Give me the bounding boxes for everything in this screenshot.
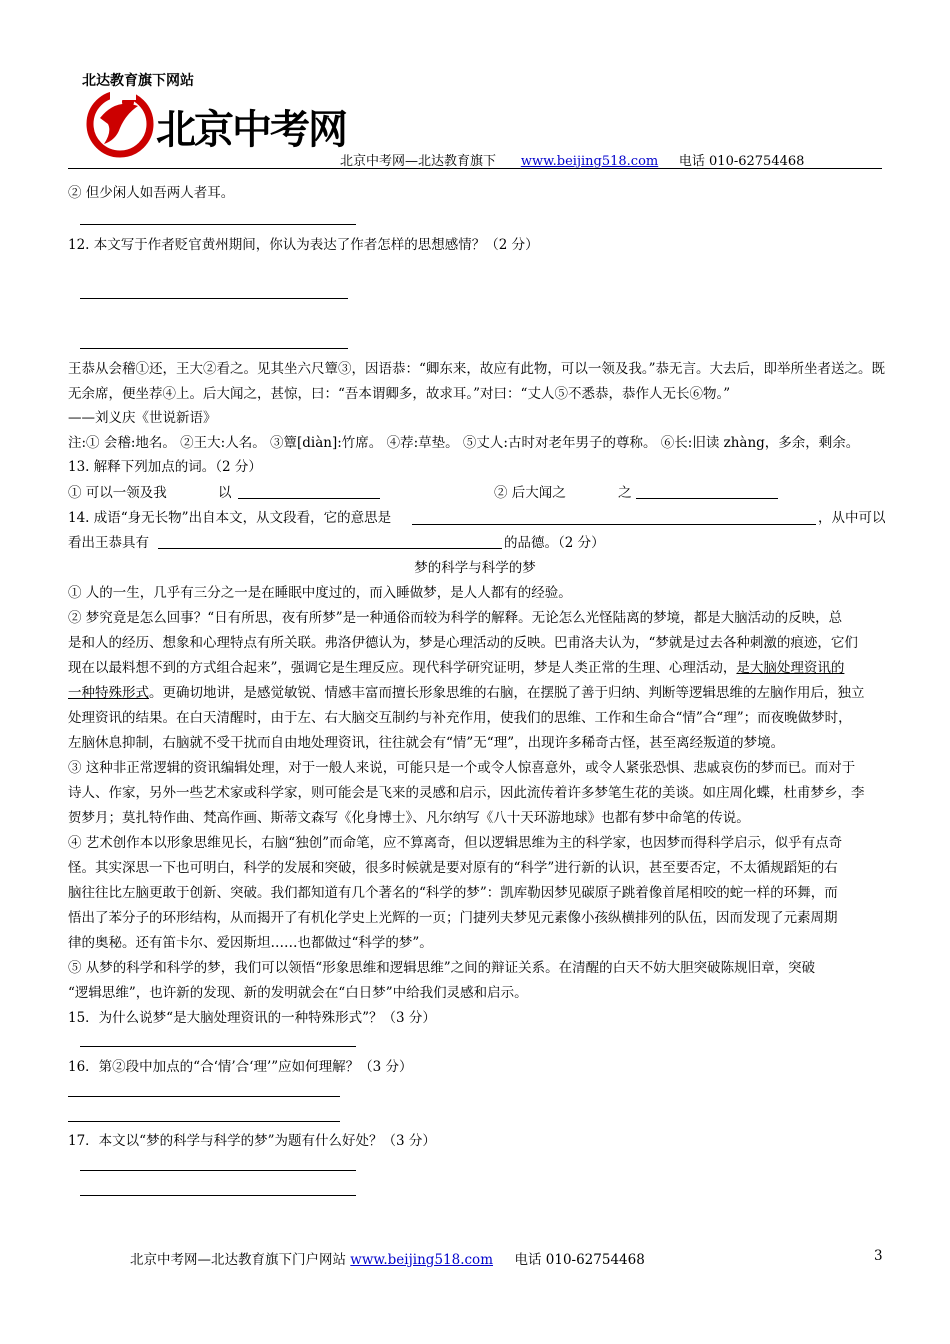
answer-blank[interactable] [412, 524, 816, 525]
answer-blank[interactable] [80, 298, 348, 299]
question-15: 15．为什么说梦“是大脑处理资讯的一种特殊形式”？（3 分） [68, 1010, 436, 1026]
underlined-phrase: 一种特殊形式 [68, 685, 149, 701]
header-site: 北京中考网—北达教育旗下 [340, 154, 497, 169]
paragraph-line: 怪。其实深思一下也可明白，科学的发展和突破，很多时候就是要对原有的“科学”进行新的认识，甚至要否定，不太循规蹈矩的右 [68, 860, 838, 876]
passage-line: 无余席，便坐荐④上。后大闻之，甚惊，曰：“吾本谓卿多，故求耳。”对曰：“丈人⑤不悉恭，恭作人无长⑥物。” [68, 386, 731, 402]
logo-emblem-icon [86, 88, 156, 158]
footer-url-link[interactable]: www.beijing518.com [350, 1252, 493, 1268]
paragraph-line: “逻辑思维”，也许新的发现、新的发明就会在“白日梦”中给我们灵感和启示。 [68, 985, 528, 1001]
paragraph-line [68, 684, 865, 702]
footer [130, 1248, 645, 1268]
question-13: 13. 解释下列加点的词。（2 分） [68, 459, 262, 475]
text-line: ② 但少闲人如吾两人者耳。 [68, 185, 235, 201]
answer-blank[interactable] [636, 498, 778, 499]
question-14a: 14. 成语“身无长物”出自本文，从文段看，它的意思是 [68, 510, 392, 526]
answer-blank[interactable] [80, 1195, 356, 1196]
paragraph-text: 。更确切地讲，是感觉敏锐、情感丰富而擅长形象思维的右脑，在摆脱了善于归纳、判断等逻辑思维的左脑作用后，独立 [149, 685, 865, 701]
paragraph-line: 贺梦月；莫扎特作曲、梵高作画、斯蒂文森写《化身博士》、凡尔纳写《八十天环游地球》也都有梦中命笔的传说。 [68, 810, 750, 826]
answer-blank[interactable] [158, 548, 502, 549]
q13-word-b: 之 [618, 485, 632, 501]
logo-wordmark: 北京中考网 [156, 107, 346, 153]
paragraph-line: ⑤ 从梦的科学和科学的梦，我们可以领悟“形象思维和逻辑思维”之间的辩证关系。在清醒的白天不妨大胆突破陈规旧章，突破 [68, 960, 816, 976]
answer-blank[interactable] [68, 1096, 340, 1097]
paragraph-line [68, 659, 844, 677]
logo-caption: 北达教育旗下网站 [82, 73, 194, 89]
paragraph-line: 是和人的经历、想象和心理特点有所关联。弗洛伊德认为，梦是心理活动的反映。巴甫洛夫认为，“梦就是过去各种刺激的痕迹，它们 [68, 635, 858, 651]
answer-blank[interactable] [80, 224, 356, 225]
passage-source: ——刘义庆《世说新语》 [68, 410, 217, 426]
paragraph-line: ② 梦究竟是怎么回事？“日有所思，夜有所梦”是一种通俗而较为科学的解释。无论怎么光怪陆离的梦境，都是大脑活动的反映，总 [68, 610, 843, 626]
article-title: 梦的科学与科学的梦 [414, 560, 536, 576]
paragraph-line: 左脑休息抑制，右脑就不受干扰而自由地处理资讯，往往就会有“情”无“理”，出现许多稀奇古怪，甚至离经叛道的梦境。 [68, 735, 785, 751]
question-12: 12. 本文写于作者贬官黄州期间，你认为表达了作者怎样的思想感情？（2 分） [68, 237, 539, 253]
answer-blank[interactable] [68, 1121, 340, 1122]
q13-item-a: ① 可以一领及我 [68, 485, 167, 501]
paragraph-line: 脑往往比左脑更敢于创新、突破。我们都知道有几个著名的“科学的梦”：凯库勒因梦见碳原子跳着像首尾相咬的蛇一样的环舞，而 [68, 885, 838, 901]
header-divider [68, 168, 882, 169]
footer-site: 北京中考网—北达教育旗下门户网站 [130, 1252, 346, 1268]
passage-notes: 注:① 会稽:地名。 ②王大:人名。 ③簟[diàn]:竹席。 ④荐:草垫。 ⑤丈人:古时对老年男子的尊称。 ⑥长:旧读 zhàng，多余，剩余。 [68, 435, 860, 451]
paragraph-line: ④ 艺术创作本以形象思维见长，右脑“独创”而命笔，应不算离奇，但以逻辑思维为主的科学家，也因梦而得科学启示，似乎有点奇 [68, 835, 843, 851]
site-logo [86, 88, 346, 158]
page-number: 3 [874, 1248, 883, 1264]
passage-line: 王恭从会稽①还，王大②看之。见其坐六尺簟③，因语恭：“卿东来，故应有此物，可以一领及我。”恭无言。大去后，即举所坐者送之。既 [68, 361, 886, 377]
footer-phone: 电话 010-62754468 [514, 1252, 645, 1268]
underlined-phrase: 是大脑处理资讯的 [736, 660, 845, 676]
q13-item-b: ② 后大闻之 [494, 485, 566, 501]
question-17: 17．本文以“梦的科学与科学的梦”为题有什么好处？（3 分） [68, 1133, 436, 1149]
answer-blank[interactable] [80, 1170, 356, 1171]
header-phone: 电话 010-62754468 [678, 154, 805, 169]
header-url-link[interactable]: www.beijing518.com [520, 154, 659, 169]
paragraph-line: 诗人、作家，另外一些艺术家或科学家，则可能会是飞来的灵感和启示，因此流传着许多梦笔生花的美谈。如庄周化蝶，杜甫梦乡，李 [68, 785, 865, 801]
answer-blank[interactable] [80, 1046, 356, 1047]
question-14d: 的品德。（2 分） [504, 535, 605, 551]
paragraph-line: 悟出了苯分子的环形结构，从而揭开了有机化学史上光辉的一页；门捷列夫梦见元素像小孩纵横排列的队伍，因而发现了元素周期 [68, 910, 838, 926]
paragraph-line: 律的奥秘。还有笛卡尔、爱因斯坦……也都做过“科学的梦”。 [68, 935, 433, 951]
paragraph-text: 现在以最料想不到的方式组合起来”，强调它是生理反应。现代科学研究证明，梦是人类正常的生理、心理活动， [68, 660, 737, 676]
header-info [340, 150, 804, 169]
paragraph-line: ③ 这种非正常逻辑的资讯编辑处理，对于一般人来说，可能只是一个或令人惊喜意外，或令人紧张恐惧、悲戚哀伤的梦而已。而对于 [68, 760, 856, 776]
question-14b: ，从中可以 [818, 510, 886, 526]
paragraph-line: 处理资讯的结果。在白天清醒时，由于左、右大脑交互制约与补充作用，使我们的思维、工作和生命合“情”合“理”；而夜晚做梦时， [68, 710, 852, 726]
question-16: 16．第②段中加点的“合‘情’合‘理’”应如何理解？（3 分） [68, 1059, 413, 1075]
q13-word-a: 以 [218, 485, 232, 501]
question-14c: 看出王恭具有 [68, 535, 149, 551]
answer-blank[interactable] [238, 498, 380, 499]
answer-blank[interactable] [80, 348, 348, 349]
paragraph-line: ① 人的一生，几乎有三分之一是在睡眠中度过的，而入睡做梦，是人人都有的经验。 [68, 585, 572, 601]
